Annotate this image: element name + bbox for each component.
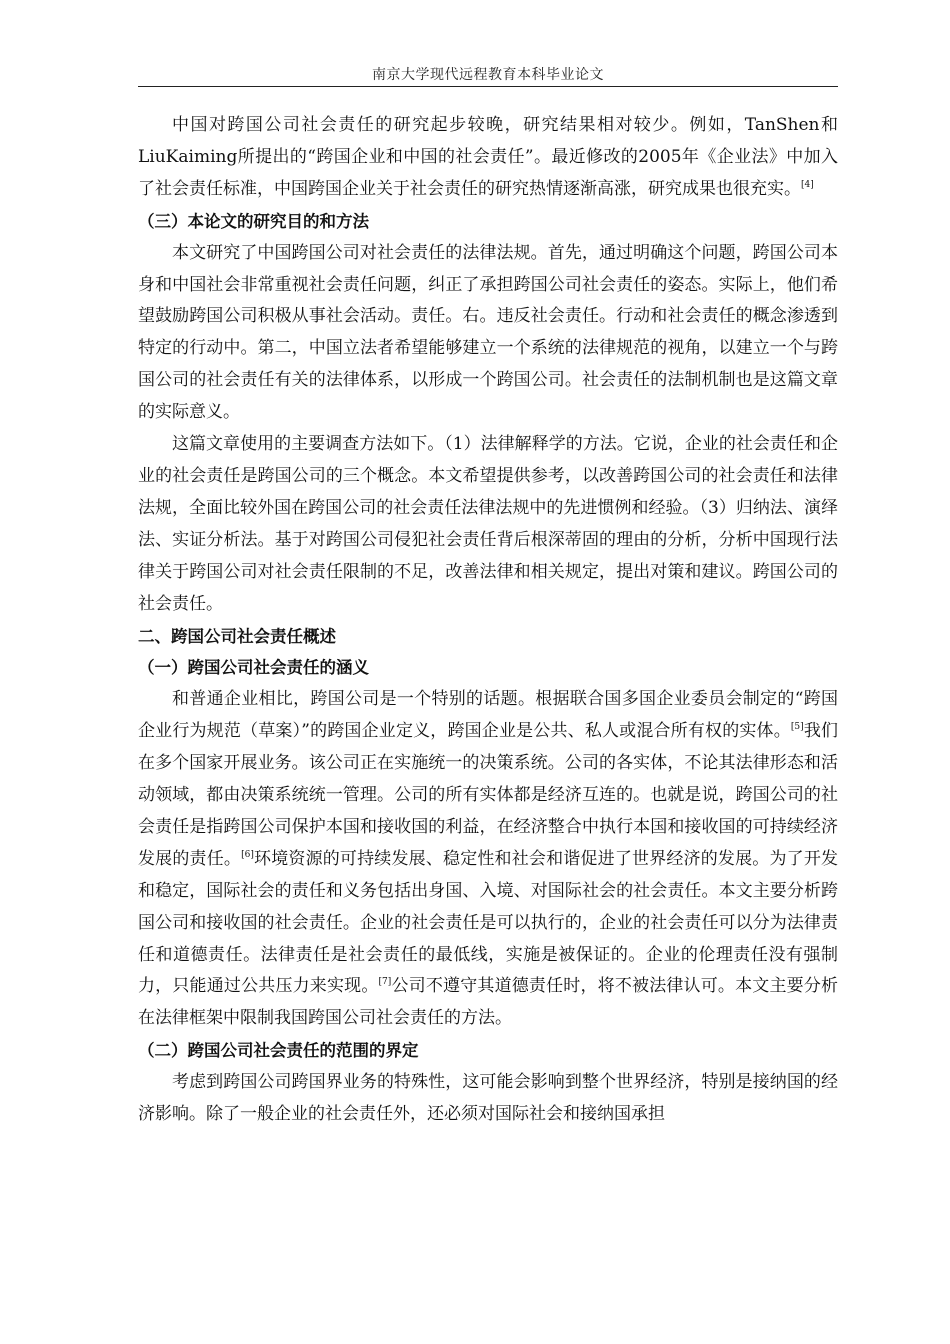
- chapter-heading-overview: 二、跨国公司社会责任概述: [138, 626, 336, 646]
- body-text: [138, 110, 838, 1131]
- section-heading-meaning: （一）跨国公司社会责任的涵义: [138, 658, 369, 678]
- citation: [5]: [790, 722, 804, 733]
- section-heading-purpose-methods: （三）本论文的研究目的和方法: [138, 211, 369, 231]
- citation: [6]: [241, 849, 254, 860]
- citation: [4]: [801, 179, 814, 190]
- section-heading-scope: （二）跨国公司社会责任的范围的界定: [138, 1041, 419, 1061]
- paragraph-meaning: [138, 684, 838, 1035]
- citation: [7]: [378, 977, 392, 988]
- paragraph-research-status: [138, 110, 838, 206]
- paragraph-methods: 这篇文章使用的主要调查方法如下。（1）法律解释学的方法。它说，企业的社会责任和企业的社会责任是跨国公司的三个概念。本文希望提供参考，以改善跨国公司的社会责任和法律法规，全面比较外国在跨国公司的社会责任法律法规中的先进惯例和经验。（3）归纳法、演绎法、实证分析法。基于对跨国公司侵犯社会责任背后根深蒂固的理由的分析，分析中国现行法律关于跨国公司对社会责任限制的不足，改善法律和相关规定，提出对策和建议。跨国公司的社会责任。: [138, 434, 838, 614]
- header-rule: [138, 86, 838, 87]
- running-header: 南京大学现代远程教育本科毕业论文: [372, 67, 604, 83]
- paragraph-scope: 考虑到跨国公司跨国界业务的特殊性，这可能会影响到整个世界经济，特别是接纳国的经济影响。除了一般企业的社会责任外，还必须对国际社会和接纳国承担: [138, 1072, 838, 1125]
- paragraph-text: 我们在多个国家开展业务。该公司正在实施统一的决策系统。公司的各实体，不论其法律形态和活动领域，都由决策系统统一管理。公司的所有实体都是经济互连的。也就是说，跨国公司的社会责任是指跨国公司保护本国和接收国的利益，在经济整合中执行本国和接收国的可持续经济发展的责任。: [138, 721, 838, 869]
- paragraph-text: 公司不遵守其道德责任时，将不被法律认可。本文主要分析在法律框架中限制我国跨国公司社会责任的方法。: [138, 976, 839, 1029]
- paragraph-purpose: 本文研究了中国跨国公司对社会责任的法律法规。首先，通过明确这个问题，跨国公司本身和中国社会非常重视社会责任问题，纠正了承担跨国公司社会责任的姿态。实际上，他们希望鼓励跨国公司积极从事社会活动。责任。右。违反社会责任。行动和社会责任的概念渗透到特定的行动中。第二，中国立法者希望能够建立一个系统的法律规范的视角，以建立一个与跨国公司的社会责任有关的法律体系，以形成一个跨国公司。社会责任的法制机制也是这篇文章的实际意义。: [138, 242, 838, 423]
- paragraph-text: 和普通企业相比，跨国公司是一个特别的话题。根据联合国多国企业委员会制定的“跨国企业行为规范（草案）”的跨国企业定义，跨国企业是公共、私人或混合所有权的实体。: [138, 689, 838, 742]
- paragraph-text: 环境资源的可持续发展、稳定性和社会和谐促进了世界经济的发展。为了开发和稳定，国际社会的责任和义务包括出身国、入境、对国际社会的社会责任。本文主要分析跨国公司和接收国的社会责任。企业的社会责任是可以执行的，企业的社会责任可以分为法律责任和道德责任。法律责任是社会责任的最低线，实施是被保证的。企业的伦理责任没有强制力，只能通过公共压力来实现。: [138, 848, 839, 997]
- paragraph-text: 中国对跨国公司社会责任的研究起步较晚，研究结果相对较少。例如，TanShen和LiuKaiming所提出的“跨国企业和中国的社会责任”。最近修改的2005年《企业法》中加入了社会责任标准，中国跨国企业关于社会责任的研究热情逐渐高涨，研究成果也很充实。: [138, 115, 838, 199]
